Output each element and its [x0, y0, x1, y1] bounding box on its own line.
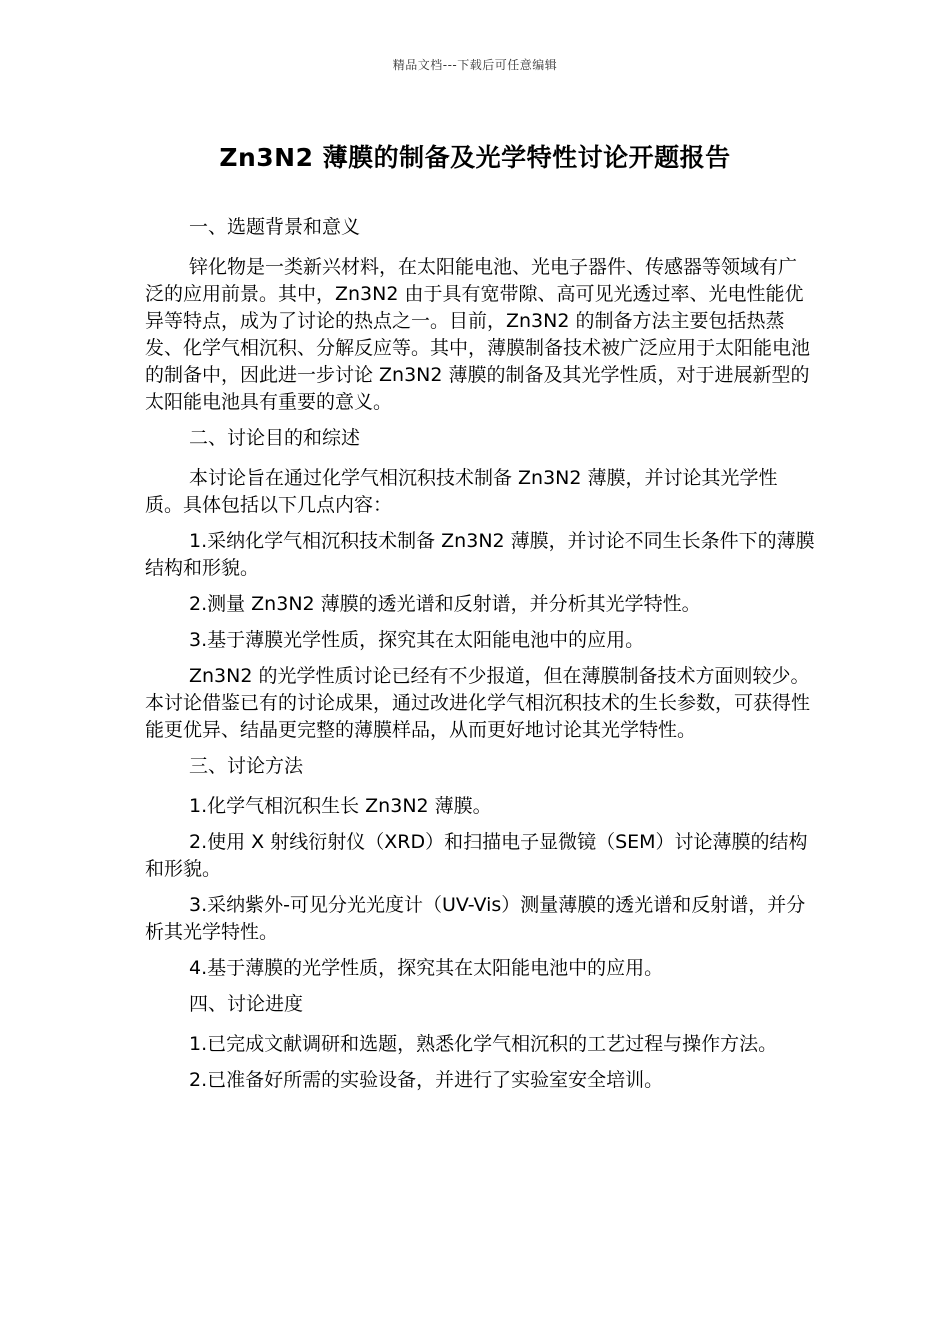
list-item-progress-2: 2.已准备好所需的实验设备，并进行了实验室安全培训。	[189, 1069, 664, 1091]
list-item-method-2: 2.使用 X 射线衍射仪（XRD）和扫描电子显微镜（SEM）讨论薄膜的结构和形貌。	[145, 831, 808, 880]
section-heading-purpose: 二、讨论目的和综述	[189, 427, 361, 449]
paragraph-purpose-intro: 本讨论旨在通过化学气相沉积技术制备 Zn3N2 薄膜，并讨论其光学性质。具体包括以下几点内容：	[145, 467, 778, 516]
list-item-method-3: 3.采纳紫外-可见分光光度计（UV-Vis）测量薄膜的透光谱和反射谱，并分析其光学特性。	[145, 894, 806, 943]
document-title: Zn3N2 薄膜的制备及光学特性讨论开题报告	[219, 143, 731, 172]
section-heading-background: 一、选题背景和意义	[189, 216, 361, 238]
section-heading-methods: 三、讨论方法	[189, 755, 304, 777]
list-item-method-4: 4.基于薄膜的光学性质，探究其在太阳能电池中的应用。	[189, 957, 664, 979]
list-item-purpose-1: 1.采纳化学气相沉积技术制备 Zn3N2 薄膜，并讨论不同生长条件下的薄膜结构和形貌。	[145, 530, 815, 579]
list-item-purpose-2: 2.测量 Zn3N2 薄膜的透光谱和反射谱，并分析其光学特性。	[189, 593, 701, 615]
section-heading-progress: 四、讨论进度	[189, 993, 304, 1015]
list-item-method-1: 1.化学气相沉积生长 Zn3N2 薄膜。	[189, 795, 492, 817]
page-header-note: 精品文档---下载后可任意编辑	[392, 58, 558, 72]
list-item-purpose-3: 3.基于薄膜光学性质，探究其在太阳能电池中的应用。	[189, 629, 645, 651]
paragraph-background: 锌化物是一类新兴材料，在太阳能电池、光电子器件、传感器等领域有广泛的应用前景。其中，Zn3N2 由于具有宽带隙、高可见光透过率、光电性能优异等特点，成为了讨论的热点之一。目前，Zn3N2 的制备方法主要包括热蒸发、化学气相沉积、分解反应等。其中，薄膜制备技术被广泛应用于太阳能电池的制备中，因此进一步讨论 Zn3N2 薄膜的制备及其光学性质，对于进展新型的太阳能电池具有重要的意义。	[145, 256, 811, 413]
list-item-progress-1: 1.已完成文献调研和选题，熟悉化学气相沉积的工艺过程与操作方法。	[189, 1033, 778, 1055]
paragraph-purpose-summary: Zn3N2 的光学性质讨论已经有不少报道，但在薄膜制备技术方面则较少。本讨论借鉴已有的讨论成果，通过改进化学气相沉积技术的生长参数，可获得性能更优异、结晶更完整的薄膜样品，从而更好地讨论其光学特性。	[145, 665, 811, 741]
document-body	[145, 214, 815, 1103]
